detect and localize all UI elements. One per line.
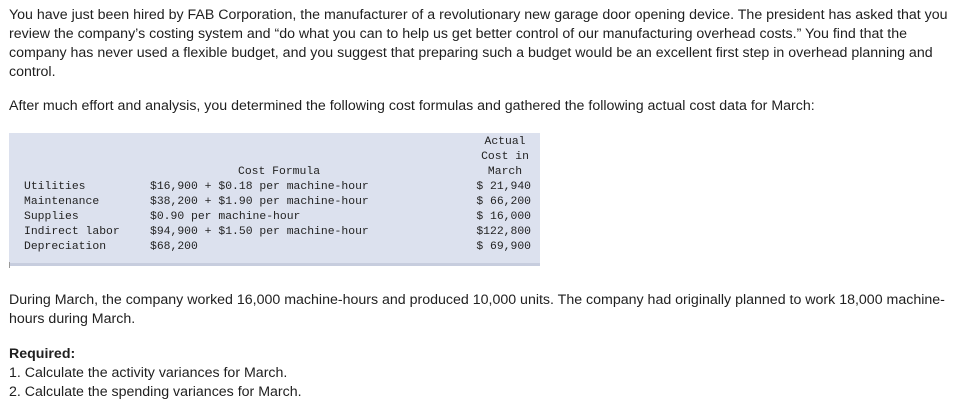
required-item: 2. Calculate the spending variances for March. xyxy=(9,384,302,400)
header-actual-cost: Actual Cost in March xyxy=(481,136,529,178)
required-item: 1. Calculate the activity variances for March. xyxy=(9,365,288,381)
row-name: Supplies xyxy=(24,211,79,223)
header-cost-formula: Cost Formula xyxy=(238,166,321,178)
intro-paragraph: You have just been hired by FAB Corporation, the manufacturer of a revolutionary new garage door opening device. The president has asked that you review the company’s costing system and “do what you can to help us get better control of our manufacturing overhead costs.” You find that the company has never used a flexible budget, and you suggest that preparing such a budget would be an excellent first step in overhead planning and control. xyxy=(9,7,948,80)
row-actual: $ 69,900 xyxy=(476,241,531,253)
required-section xyxy=(9,345,951,402)
row-formula: $38,200 + $1.90 per machine-hour xyxy=(150,196,369,208)
row-formula: $68,200 xyxy=(150,241,198,253)
lead-paragraph: After much effort and analysis, you determined the following cost formulas and gathered the following actual cost data for March: xyxy=(9,98,815,114)
row-actual: $ 21,940 xyxy=(476,181,531,193)
row-actual: $ 66,200 xyxy=(476,196,531,208)
row-actual: $122,800 xyxy=(476,226,531,238)
cost-formula-table xyxy=(9,133,540,266)
row-formula: $0.90 per machine-hour xyxy=(150,211,301,223)
required-title: Required: xyxy=(9,346,76,362)
march-info-paragraph: During March, the company worked 16,000 machine-hours and produced 10,000 units. The company had originally planned to work 18,000 machine-hours during March. xyxy=(9,292,945,327)
row-actual: $ 16,000 xyxy=(476,211,531,223)
row-formula: $94,900 + $1.50 per machine-hour xyxy=(150,226,369,238)
row-name: Utilities xyxy=(24,181,86,193)
table-bottom-edge xyxy=(9,262,541,268)
row-name: Indirect labor xyxy=(24,226,120,238)
row-name: Maintenance xyxy=(24,196,100,208)
row-name: Depreciation xyxy=(24,241,107,253)
row-formula: $16,900 + $0.18 per machine-hour xyxy=(150,181,369,193)
